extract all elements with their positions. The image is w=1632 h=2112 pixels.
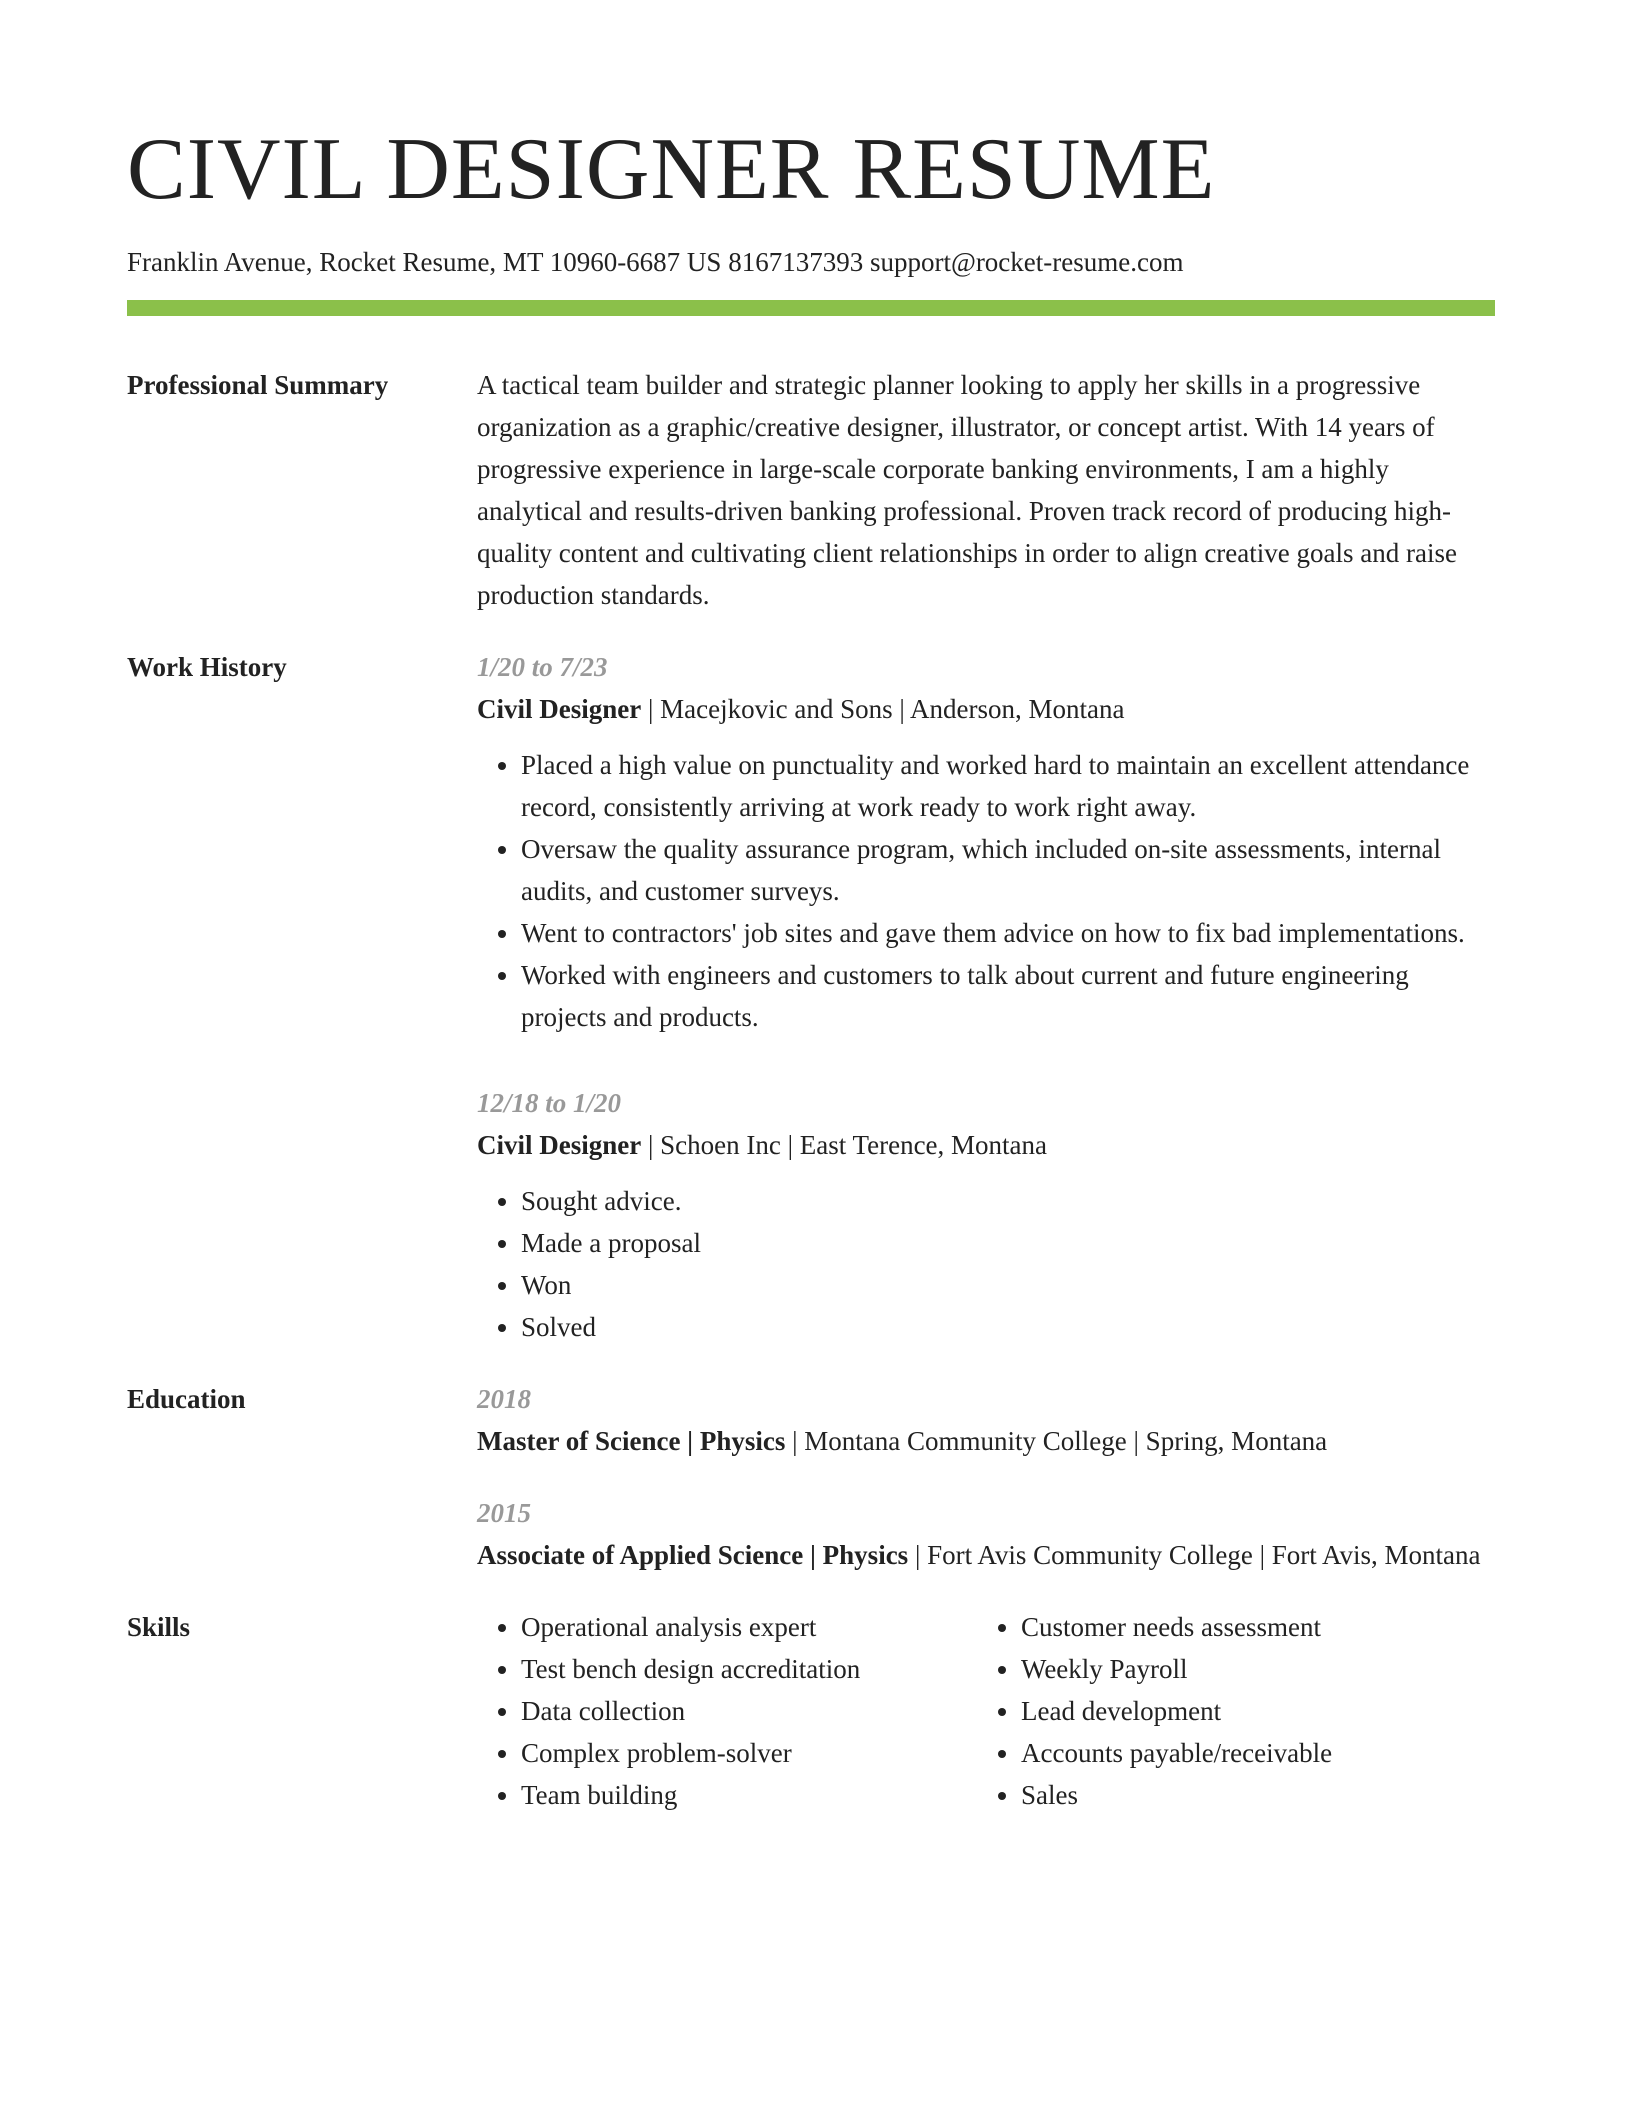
accent-divider (127, 300, 1495, 316)
skills-list (477, 1606, 977, 1816)
work-history-label: Work History (127, 652, 287, 682)
summary-text: A tactical team builder and strategic planner looking to apply her skills in a progressive organization as a graphic/creative designer, illustrator, or concept artist. With 14 years of progressive experience in large-scale corporate banking environments, I am a highly analytical and results-driven banking professional. Proven track record of producing high-quality content and cultivating client relationships in order to align creative goals and raise production standards. (477, 370, 1457, 610)
job-bullet: • Won (521, 1264, 1495, 1306)
job-title: Civil Designer (477, 694, 642, 724)
job-heading (477, 688, 1495, 730)
education-heading (477, 1534, 1495, 1576)
education-body (477, 1378, 1495, 1576)
skill-item: • Operational analysis expert (521, 1606, 977, 1648)
education-label: Education (127, 1384, 246, 1414)
resume-title: CIVIL DESIGNER RESUME (127, 121, 1216, 218)
skill-item: • Team building (521, 1774, 977, 1816)
job-heading (477, 1124, 1495, 1166)
job-dates: 1/20 to 7/23 (477, 652, 608, 682)
contact-line: Franklin Avenue, Rocket Resume, MT 10960-6687 US 8167137393 support@rocket-resume.com (127, 247, 1184, 277)
degree-name: Master of Science | Physics (477, 1426, 786, 1456)
skills-label: Skills (127, 1612, 191, 1642)
skill-item: • Sales (1021, 1774, 1477, 1816)
summary-section (127, 364, 1495, 616)
skill-item: • Weekly Payroll (1021, 1648, 1477, 1690)
education-heading (477, 1420, 1495, 1462)
job-bullets (477, 1180, 1495, 1348)
education-section (127, 1378, 1495, 1576)
skills-list (977, 1606, 1477, 1816)
work-history-section (127, 646, 1495, 1348)
job-bullet: • Solved (521, 1306, 1495, 1348)
job-bullet: • Made a proposal (521, 1222, 1495, 1264)
job-dates: 12/18 to 1/20 (477, 1088, 622, 1118)
job-bullet: • Placed a high value on punctuality and worked hard to maintain an excellent attendance record, consistently arriving at work ready to work right away. (521, 744, 1495, 828)
skill-item: • Test bench design accreditation (521, 1648, 977, 1690)
job-entry (477, 646, 1495, 1038)
summary-label: Professional Summary (127, 370, 389, 400)
job-bullet: • Went to contractors' job sites and gave them advice on how to fix bad implementations. (521, 912, 1495, 954)
resume-page (127, 120, 1495, 1816)
job-details: | Schoen Inc | East Terence, Montana (641, 1130, 1048, 1160)
skill-item: • Customer needs assessment (1021, 1606, 1477, 1648)
work-history-body (477, 646, 1495, 1348)
job-bullet: • Sought advice. (521, 1180, 1495, 1222)
skills-grid (477, 1606, 1495, 1816)
skills-section (127, 1606, 1495, 1816)
degree-name: Associate of Applied Science | Physics (477, 1540, 909, 1570)
education-year: 2015 (477, 1498, 531, 1528)
education-details: | Montana Community College | Spring, Montana (785, 1426, 1328, 1456)
skills-column-right (977, 1606, 1477, 1816)
skill-item: • Data collection (521, 1690, 977, 1732)
education-details: | Fort Avis Community College | Fort Avis, Montana (908, 1540, 1481, 1570)
job-bullet: • Worked with engineers and customers to talk about current and future engineering projects and products. (521, 954, 1495, 1038)
skill-item: • Lead development (1021, 1690, 1477, 1732)
education-entry (477, 1378, 1495, 1462)
education-year: 2018 (477, 1384, 531, 1414)
job-title: Civil Designer (477, 1130, 642, 1160)
job-entry (477, 1082, 1495, 1348)
job-bullets (477, 744, 1495, 1038)
skill-item: • Complex problem-solver (521, 1732, 977, 1774)
job-details: | Macejkovic and Sons | Anderson, Montana (641, 694, 1125, 724)
job-bullet: • Oversaw the quality assurance program, which included on-site assessments, internal audits, and customer surveys. (521, 828, 1495, 912)
skill-item: • Accounts payable/receivable (1021, 1732, 1477, 1774)
skills-column-left (477, 1606, 977, 1816)
education-entry (477, 1492, 1495, 1576)
